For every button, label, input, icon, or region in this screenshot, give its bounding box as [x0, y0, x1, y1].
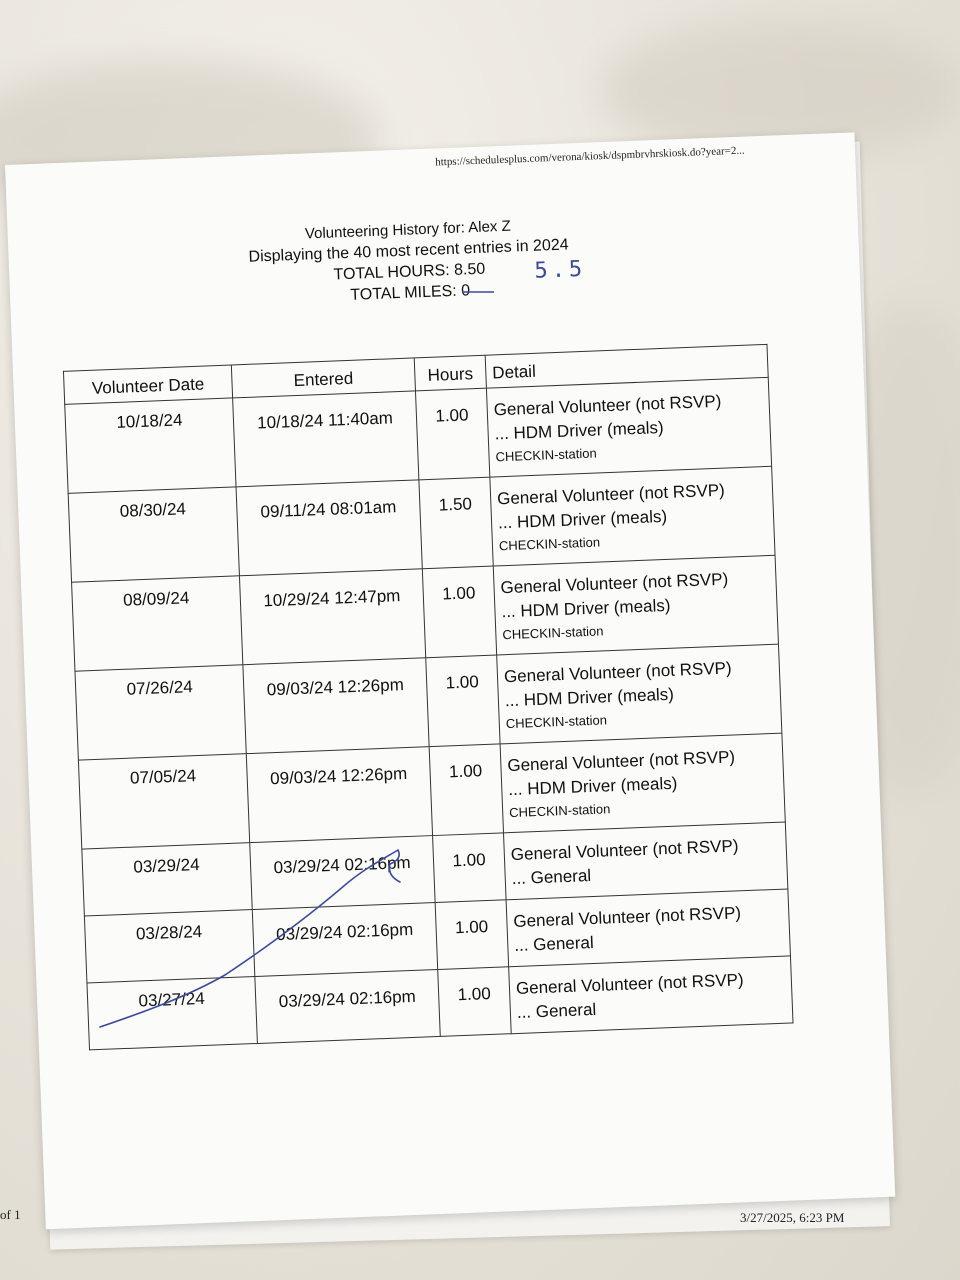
- hours-cell: 1.00: [435, 900, 509, 970]
- detail-line-1: General Volunteer (not RSVP): [500, 569, 729, 598]
- detail-line-2: ... HDM Driver (meals): [507, 773, 678, 800]
- hours-cell: 1.50: [419, 477, 493, 569]
- entered-cell: 03/29/24 02:16pm: [255, 969, 440, 1043]
- volunteer-date-cell: 07/05/24: [78, 754, 249, 849]
- hours-cell: 1.00: [415, 388, 489, 480]
- total-hours-label: TOTAL HOURS: 8.50: [333, 260, 486, 284]
- entered-cell: 03/29/24 02:16pm: [250, 836, 435, 910]
- column-header-volunteer-date: Volunteer Date: [63, 365, 232, 404]
- detail-line-1: General Volunteer (not RSVP): [515, 970, 744, 998]
- entered-cell: 10/29/24 12:47pm: [239, 569, 425, 665]
- detail-cell: [493, 555, 778, 655]
- hours-cell: 1.00: [429, 744, 503, 836]
- detail-line-1: General Volunteer (not RSVP): [513, 903, 742, 932]
- volunteer-date-cell: 10/18/24: [65, 398, 236, 493]
- detail-line-3: CHECKIN-station: [508, 801, 611, 821]
- volunteer-date-cell: 08/30/24: [68, 487, 239, 582]
- detail-line-1: General Volunteer (not RSVP): [507, 747, 736, 776]
- detail-line-3: CHECKIN-station: [502, 623, 604, 643]
- footer-print-date: 3/27/2025, 6:23 PM: [740, 1210, 845, 1225]
- page-url: https://schedulesplus.com/verona/kiosk/dspmbrvhrskiosk.do?year=2...: [434, 144, 745, 169]
- detail-line-2: ... General: [511, 866, 592, 889]
- history-for-label: Volunteering History for: Alex Z: [304, 217, 512, 243]
- volunteer-date-cell: 07/26/24: [75, 665, 246, 760]
- entered-cell: 09/03/24 12:26pm: [243, 658, 429, 754]
- paper-sheet: [5, 132, 895, 1229]
- entered-cell: 09/03/24 12:26pm: [246, 747, 432, 843]
- detail-line-1: General Volunteer (not RSVP): [510, 836, 739, 865]
- detail-cell: [490, 466, 775, 566]
- detail-cell: [486, 377, 771, 477]
- detail-cell: [509, 956, 793, 1034]
- displaying-entries-label: Displaying the 40 most recent entries in 2024: [248, 236, 569, 266]
- detail-cell: [500, 733, 785, 833]
- hours-cell: 1.00: [426, 655, 500, 747]
- detail-cell: [497, 644, 782, 744]
- detail-line-1: General Volunteer (not RSVP): [503, 658, 732, 687]
- entered-cell: 03/29/24 02:16pm: [252, 903, 437, 977]
- detail-cell: [506, 889, 790, 967]
- detail-line-1: General Volunteer (not RSVP): [496, 480, 726, 509]
- detail-cell: [504, 822, 788, 900]
- column-header-detail: Detail: [485, 344, 768, 388]
- volunteer-history-table: [63, 344, 794, 1051]
- footer-page-number: of 1: [0, 1207, 21, 1222]
- detail-line-3: CHECKIN-station: [495, 445, 597, 465]
- hours-cell: 1.00: [422, 566, 496, 658]
- detail-line-2: ... HDM Driver (meals): [501, 595, 671, 622]
- detail-line-2: ... General: [516, 999, 597, 1022]
- total-miles-label: TOTAL MILES: 0: [350, 282, 471, 304]
- detail-line-2: ... General: [513, 932, 595, 956]
- detail-line-3: CHECKIN-station: [498, 534, 601, 554]
- volunteer-date-cell: 03/29/24: [82, 843, 252, 916]
- detail-line-2: ... HDM Driver (meals): [497, 506, 668, 533]
- hours-cell: 1.00: [433, 833, 507, 903]
- handwritten-correction: 5.5: [533, 256, 587, 284]
- detail-line-2: ... HDM Driver (meals): [494, 417, 664, 444]
- detail-line-1: General Volunteer (not RSVP): [493, 391, 722, 420]
- column-header-entered: Entered: [231, 358, 415, 398]
- entered-cell: 09/11/24 08:01am: [236, 480, 422, 576]
- hours-cell: 1.00: [438, 967, 512, 1037]
- volunteer-date-cell: 03/28/24: [84, 910, 254, 983]
- volunteer-date-cell: 08/09/24: [72, 576, 243, 671]
- column-header-hours: Hours: [414, 355, 486, 391]
- volunteer-date-cell: 03/27/24: [87, 977, 257, 1050]
- detail-line-3: CHECKIN-station: [505, 712, 608, 732]
- detail-line-2: ... HDM Driver (meals): [504, 684, 675, 711]
- entered-cell: 10/18/24 11:40am: [233, 391, 419, 487]
